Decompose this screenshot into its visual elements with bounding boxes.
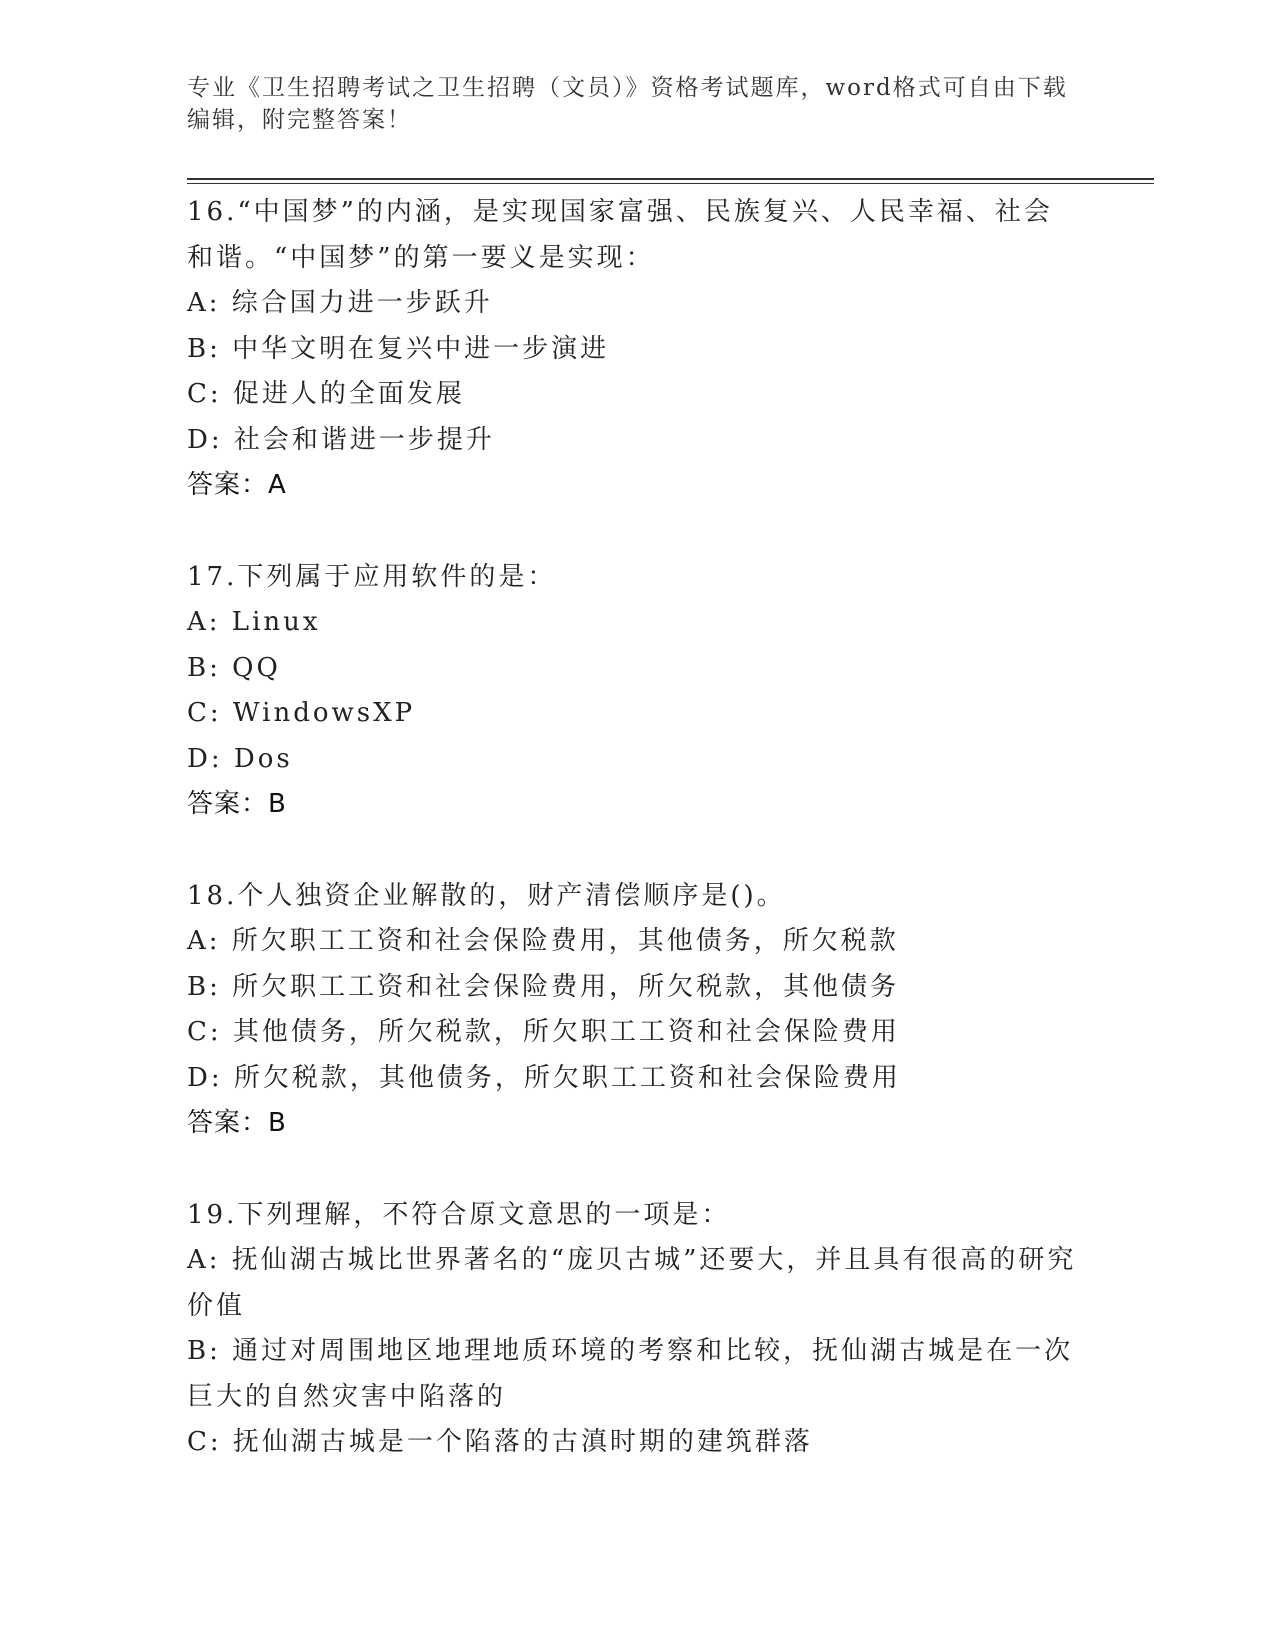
option-c: C: 抚仙湖古城是一个陷落的古滇时期的建筑群落 <box>187 1427 813 1457</box>
question-17 <box>187 555 1087 828</box>
option-d: D: 社会和谐进一步提升 <box>187 424 495 455</box>
option-c: C: 其他债务，所欠税款，所欠职工工资和社会保险费用 <box>187 1017 900 1047</box>
question-stem: 18.个人独资企业解散的，财产清偿顺序是()。 <box>187 880 786 911</box>
option-b: B: 通过对周围地区地理地质环境的考察和比较，抚仙湖古城是在一次巨大的自然灾害中陷落的 <box>187 1336 1074 1412</box>
document-header <box>187 72 1087 136</box>
option-c: C: WindowsXP <box>187 698 416 728</box>
question-stem: 16.“中国梦”的内涵，是实现国家富强、民族复兴、人民幸福、社会和谐。“中国梦”的第一要义是实现： <box>187 197 1053 273</box>
header-rule-thin <box>187 183 1154 184</box>
option-b: B: 中华文明在复兴中进一步演进 <box>187 333 610 364</box>
option-a: A: 抚仙湖古城比世界著名的“庞贝古城”还要大，并且具有很高的研究价值 <box>187 1245 1077 1321</box>
answer-text: 答案：B <box>187 1108 287 1138</box>
question-16 <box>187 190 1087 509</box>
option-c: C: 促进人的全面发展 <box>187 379 465 409</box>
question-19 <box>187 1193 1087 1466</box>
header-line-1: 专业《卫生招聘考试之卫生招聘（文员）》资格考试题库，word格式可自由下载 <box>187 75 1068 101</box>
question-stem: 17.下列属于应用软件的是： <box>187 561 557 592</box>
option-b: B: 所欠职工工资和社会保险费用，所欠税款，其他债务 <box>187 971 900 1002</box>
header-rule-thick <box>187 178 1154 180</box>
option-a: A: 所欠职工工资和社会保险费用，其他债务，所欠税款 <box>187 926 899 956</box>
header-line-2: 编辑，附完整答案！ <box>187 107 412 133</box>
option-d: D: Dos <box>187 743 293 774</box>
option-d: D: 所欠税款，其他债务，所欠职工工资和社会保险费用 <box>187 1062 901 1093</box>
question-stem: 19.下列理解，不符合原文意思的一项是： <box>187 1199 731 1230</box>
option-a: A: Linux <box>187 607 321 637</box>
question-list <box>187 190 1087 1512</box>
answer-text: 答案：A <box>187 470 287 500</box>
answer-text: 答案：B <box>187 789 287 819</box>
option-a: A: 综合国力进一步跃升 <box>187 288 493 318</box>
option-b: B: QQ <box>187 652 281 683</box>
question-18 <box>187 874 1087 1147</box>
